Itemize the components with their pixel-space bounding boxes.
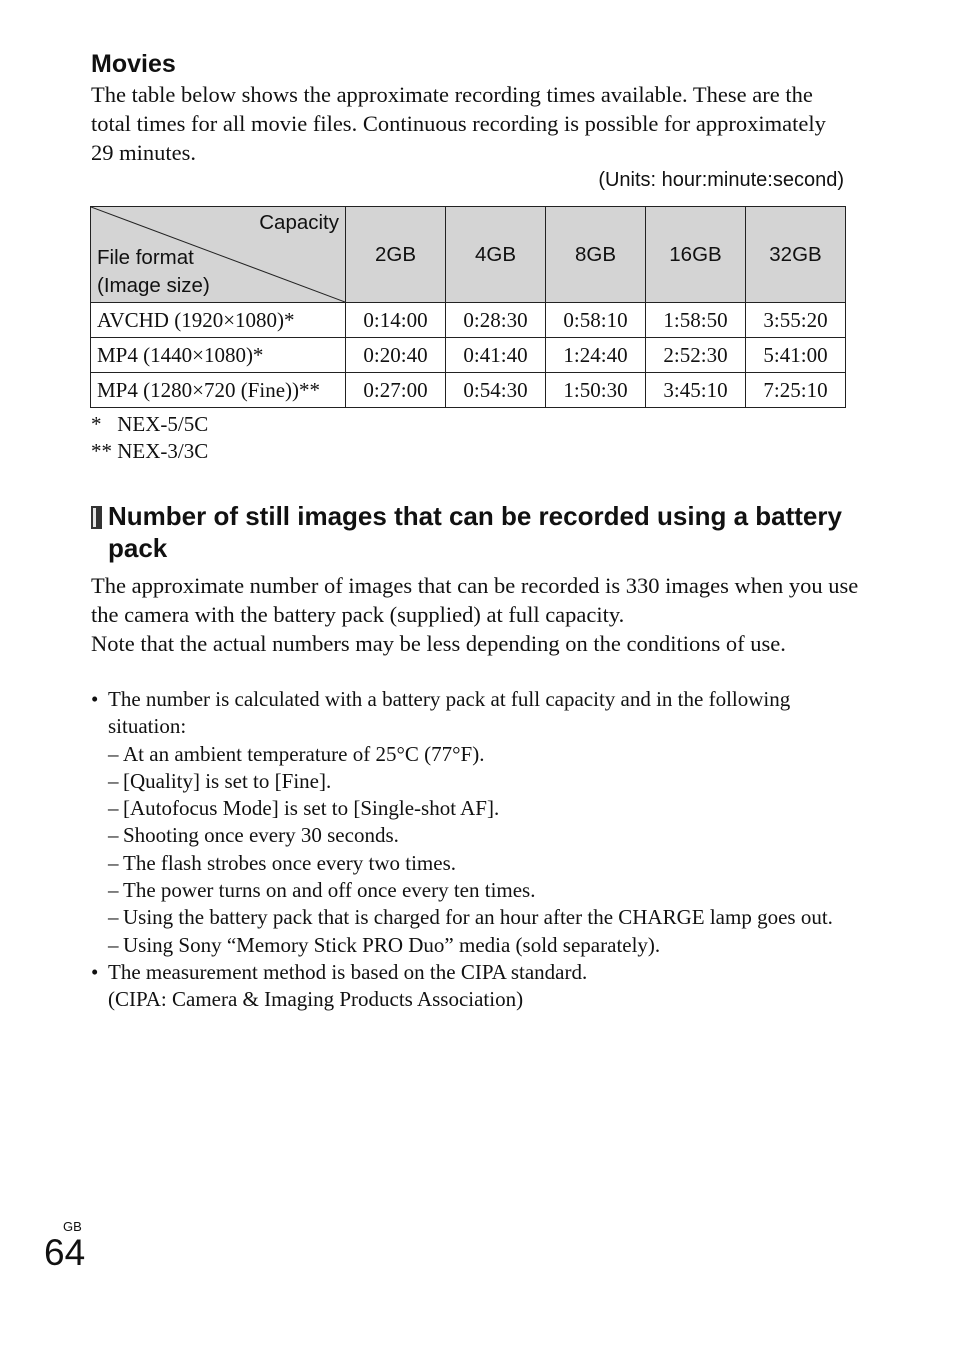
footnote-nex5 bbox=[91, 411, 208, 438]
sub-list-item bbox=[91, 741, 851, 768]
units-note: (Units: hour:minute:second) bbox=[598, 169, 844, 191]
sub-item-text: [Quality] is set to [Fine]. bbox=[123, 768, 332, 793]
footnote-text: NEX-5/5C bbox=[117, 412, 209, 436]
table-cell: 5:41:00 bbox=[746, 338, 846, 373]
header-cap-2gb: 2GB bbox=[346, 207, 446, 303]
dash-mark: – bbox=[108, 768, 119, 793]
table-cell: 7:25:10 bbox=[746, 373, 846, 408]
sub-list-item bbox=[91, 822, 851, 849]
table-cell: 1:24:40 bbox=[546, 338, 646, 373]
sub-list-item bbox=[91, 904, 851, 931]
sub-list-item bbox=[91, 877, 851, 904]
sub-list-item bbox=[91, 768, 851, 795]
bullet-mark: • bbox=[91, 959, 99, 984]
table-header-row bbox=[91, 207, 846, 303]
sub-item-text: The power turns on and off once every ten times. bbox=[123, 878, 536, 903]
bullet-mark: • bbox=[91, 687, 99, 711]
row-format: MP4 (1440×1080)* bbox=[91, 338, 346, 373]
table-row bbox=[91, 373, 846, 408]
movies-intro-text: The table below shows the approximate recording times available. These are the total times for all movie files. Continuous recording is possible for approximately 29 minutes. bbox=[91, 82, 826, 165]
bullet-text: The number is calculated with a battery pack at full capacity and in the following situation: bbox=[108, 687, 791, 739]
table-cell: 0:58:10 bbox=[546, 303, 646, 338]
region-label: GB bbox=[63, 1219, 82, 1234]
dash-mark: – bbox=[108, 823, 119, 848]
sub-list-item bbox=[91, 932, 851, 959]
table-cell: 0:20:40 bbox=[346, 338, 446, 373]
sub-item-text: At an ambient temperature of 25°C (77°F). bbox=[123, 741, 485, 766]
header-format-line2: (Image size) bbox=[97, 274, 210, 297]
header-cap-16gb: 16GB bbox=[646, 207, 746, 303]
sub-item-text: Shooting once every 30 seconds. bbox=[123, 823, 399, 848]
header-capacity-label: Capacity bbox=[259, 211, 339, 234]
dash-mark: – bbox=[108, 850, 119, 875]
dash-mark: – bbox=[108, 796, 119, 821]
header-cap-4gb: 4GB bbox=[446, 207, 546, 303]
header-format-line1: File format bbox=[97, 246, 194, 269]
dash-mark: – bbox=[108, 932, 119, 957]
sub-list-item bbox=[91, 795, 851, 822]
table-cell: 0:27:00 bbox=[346, 373, 446, 408]
footnote-mark: * bbox=[91, 412, 102, 436]
table-cell: 0:28:30 bbox=[446, 303, 546, 338]
table-cell: 0:14:00 bbox=[346, 303, 446, 338]
battery-description bbox=[91, 571, 861, 658]
table-cell: 0:54:30 bbox=[446, 373, 546, 408]
section-marker-icon bbox=[91, 506, 102, 529]
footnote-nex3: ** NEX-3/3C bbox=[91, 439, 209, 463]
recording-times-table bbox=[90, 206, 846, 408]
row-format: MP4 (1280×720 (Fine))** bbox=[91, 373, 346, 408]
battery-para1: The approximate number of images that can be recorded is 330 images when you use the camera with the battery pack (supplied) at full capacity. bbox=[91, 573, 859, 627]
bullet-text: The measurement method is based on the CIPA standard. bbox=[108, 959, 588, 984]
section-heading-movies: Movies bbox=[91, 50, 176, 78]
table-cell: 1:58:50 bbox=[646, 303, 746, 338]
list-item bbox=[91, 686, 851, 741]
dash-mark: – bbox=[108, 905, 119, 930]
table-cell: 2:52:30 bbox=[646, 338, 746, 373]
table-row bbox=[91, 303, 846, 338]
sub-item-text: Using the battery pack that is charged for an hour after the CHARGE lamp goes out. bbox=[123, 905, 833, 930]
sub-item-text: Using Sony “Memory Stick PRO Duo” media (sold separately). bbox=[123, 932, 661, 957]
sub-item-text: The flash strobes once every two times. bbox=[123, 850, 456, 875]
bullet-continuation: (CIPA: Camera & Imaging Products Association) bbox=[108, 987, 524, 1012]
section-heading-battery: Number of still images that can be recorded using a battery pack bbox=[108, 501, 842, 563]
sub-item-text: [Autofocus Mode] is set to [Single-shot AF]. bbox=[123, 796, 500, 821]
list-item bbox=[91, 959, 851, 1014]
dash-mark: – bbox=[108, 741, 119, 766]
conditions-list bbox=[91, 686, 851, 1014]
table-cell: 3:45:10 bbox=[646, 373, 746, 408]
sub-list-item bbox=[91, 850, 851, 877]
header-format-label bbox=[97, 244, 210, 300]
dash-mark: – bbox=[108, 878, 119, 903]
table-cell: 3:55:20 bbox=[746, 303, 846, 338]
table-cell: 1:50:30 bbox=[546, 373, 646, 408]
table-corner-header bbox=[91, 207, 346, 303]
row-format: AVCHD (1920×1080)* bbox=[91, 303, 346, 338]
table-cell: 0:41:40 bbox=[446, 338, 546, 373]
page-number: 64 bbox=[44, 1232, 86, 1273]
header-cap-32gb: 32GB bbox=[746, 207, 846, 303]
table-row bbox=[91, 338, 846, 373]
battery-para2: Note that the actual numbers may be less depending on the conditions of use. bbox=[91, 631, 786, 656]
header-cap-8gb: 8GB bbox=[546, 207, 646, 303]
